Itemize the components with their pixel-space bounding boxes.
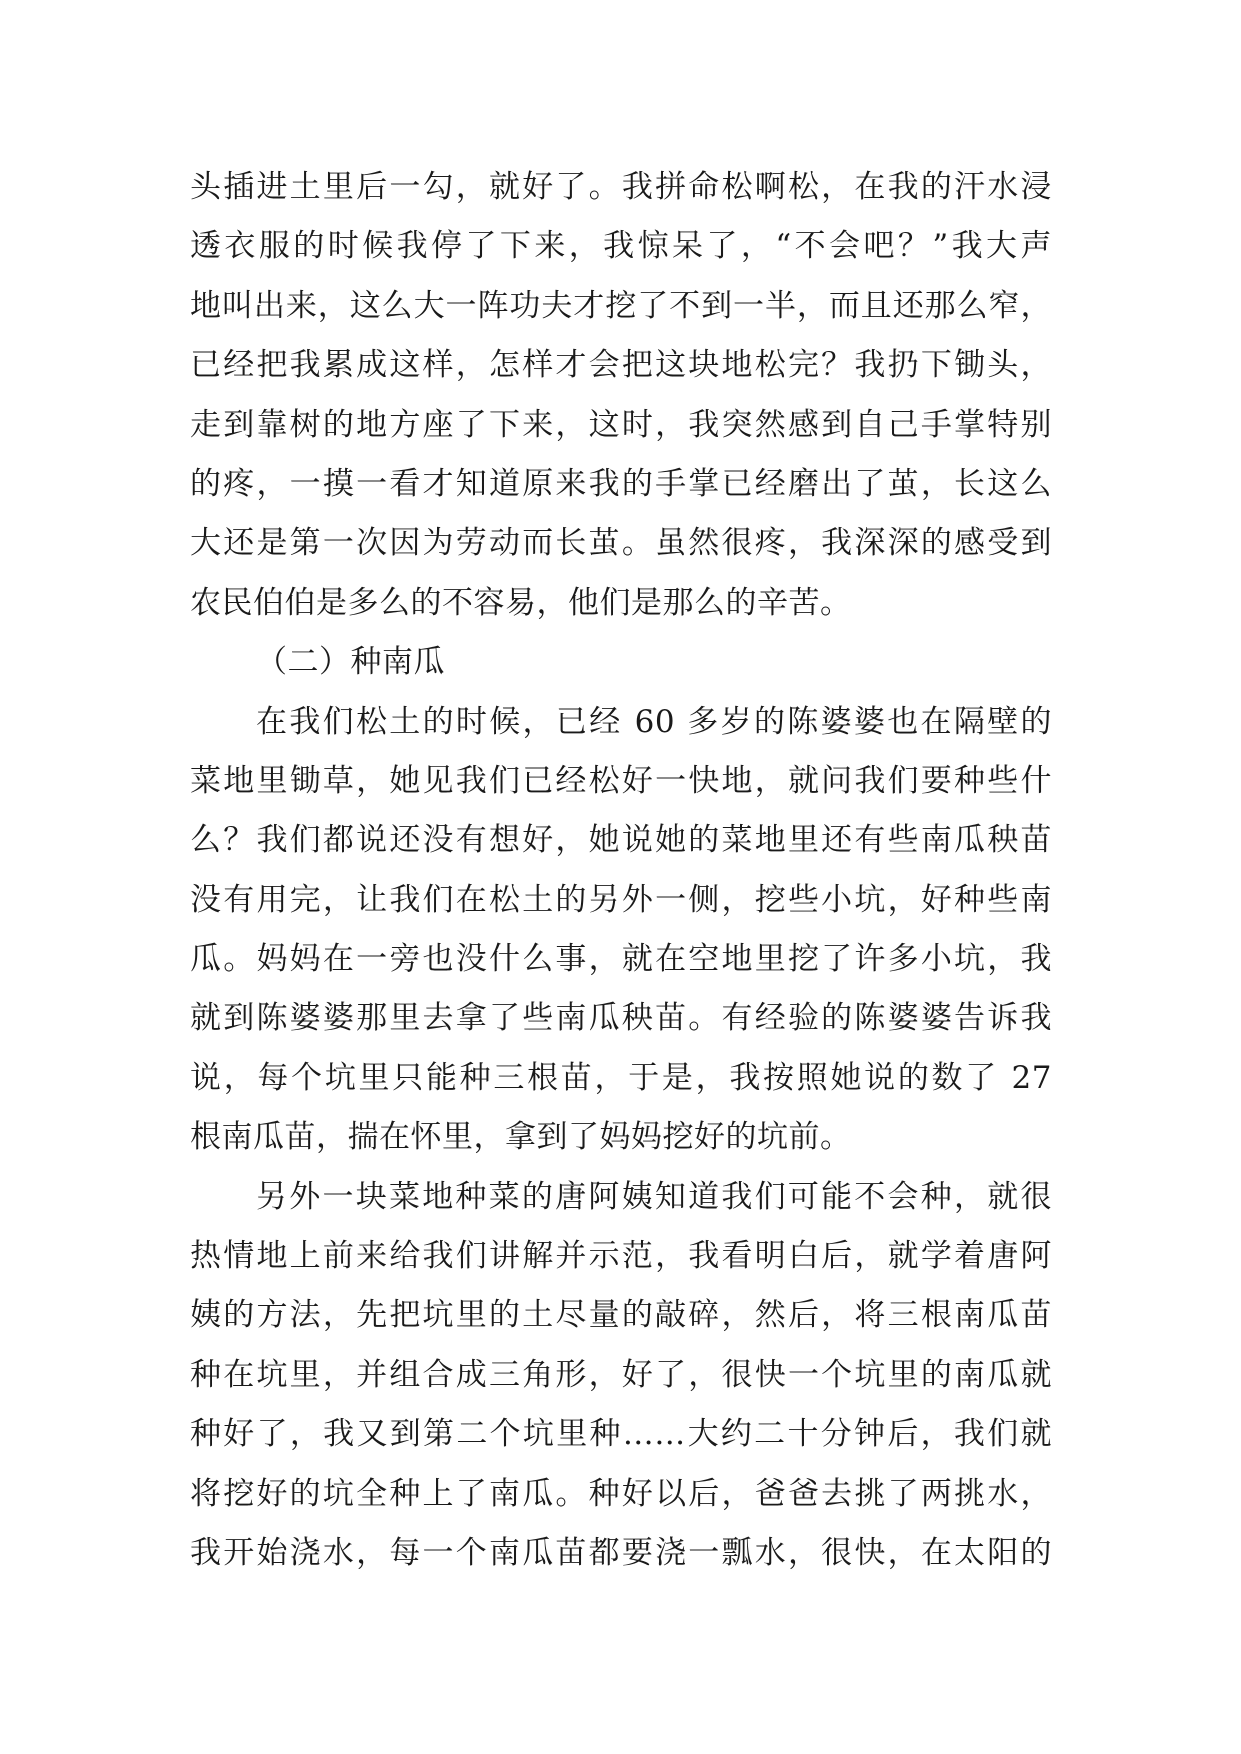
text-line: 没有用完，让我们在松土的另外一侧，挖些小坑，好种些南 [190,881,1052,918]
text-line: 姨的方法，先把坑里的土尽量的敲碎，然后，将三根南瓜苗 [190,1297,1052,1334]
text-line: 根南瓜苗，揣在怀里，拿到了妈妈挖好的坑前。 [190,1119,852,1156]
text-line: 大还是第一次因为劳动而长茧。虽然很疼，我深深的感受到 [190,525,1052,562]
text-line: 菜地里锄草，她见我们已经松好一快地，就问我们要种些什 [190,762,1052,799]
text-line: 么？我们都说还没有想好，她说她的菜地里还有些南瓜秧苗 [190,822,1052,859]
text-line: 已经把我累成这样，怎样才会把这块地松完？我扔下锄头， [190,347,1052,384]
text-line: 的疼，一摸一看才知道原来我的手掌已经磨出了茧，长这么 [190,465,1052,502]
body-text [190,158,1052,1583]
text-line: 农民伯伯是多么的不容易，他们是那么的辛苦。 [190,584,852,621]
text-line: 种好了，我又到第二个坑里种……大约二十分钟后，我们就 [190,1416,1052,1453]
text-line: 将挖好的坑全种上了南瓜。种好以后，爸爸去挑了两挑水， [190,1475,1052,1512]
text-line: 地叫出来，这么大一阵功夫才挖了不到一半，而且还那么窄， [190,287,1052,324]
text-line: 热情地上前来给我们讲解并示范，我看明白后，就学着唐阿 [190,1238,1052,1275]
text-line: 另外一块菜地种菜的唐阿姨知道我们可能不会种，就很 [256,1178,1052,1215]
text-line: 头插进土里后一勾，就好了。我拼命松啊松，在我的汗水浸 [190,169,1052,205]
text-line: 就到陈婆婆那里去拿了些南瓜秧苗。有经验的陈婆婆告诉我 [190,1000,1052,1037]
text-line: 走到靠树的地方座了下来，这时，我突然感到自己手掌特别 [190,406,1052,443]
text-line: 我开始浇水，每一个南瓜苗都要浇一瓢水，很快，在太阳的 [190,1534,1052,1571]
text-line: 说，每个坑里只能种三根苗，于是，我按照她说的数了 27 [190,1059,1052,1096]
text-line: 瓜。妈妈在一旁也没什么事，就在空地里挖了许多小坑，我 [190,941,1052,978]
text-line: （二）种南瓜 [256,644,445,681]
text-line: 种在坑里，并组合成三角形，好了，很快一个坑里的南瓜就 [190,1356,1052,1393]
text-line: 透衣服的时候我停了下来，我惊呆了，“不会吧？”我大声 [190,228,1052,265]
text-line: 在我们松土的时候，已经 60 多岁的陈婆婆也在隔壁的 [256,703,1052,740]
